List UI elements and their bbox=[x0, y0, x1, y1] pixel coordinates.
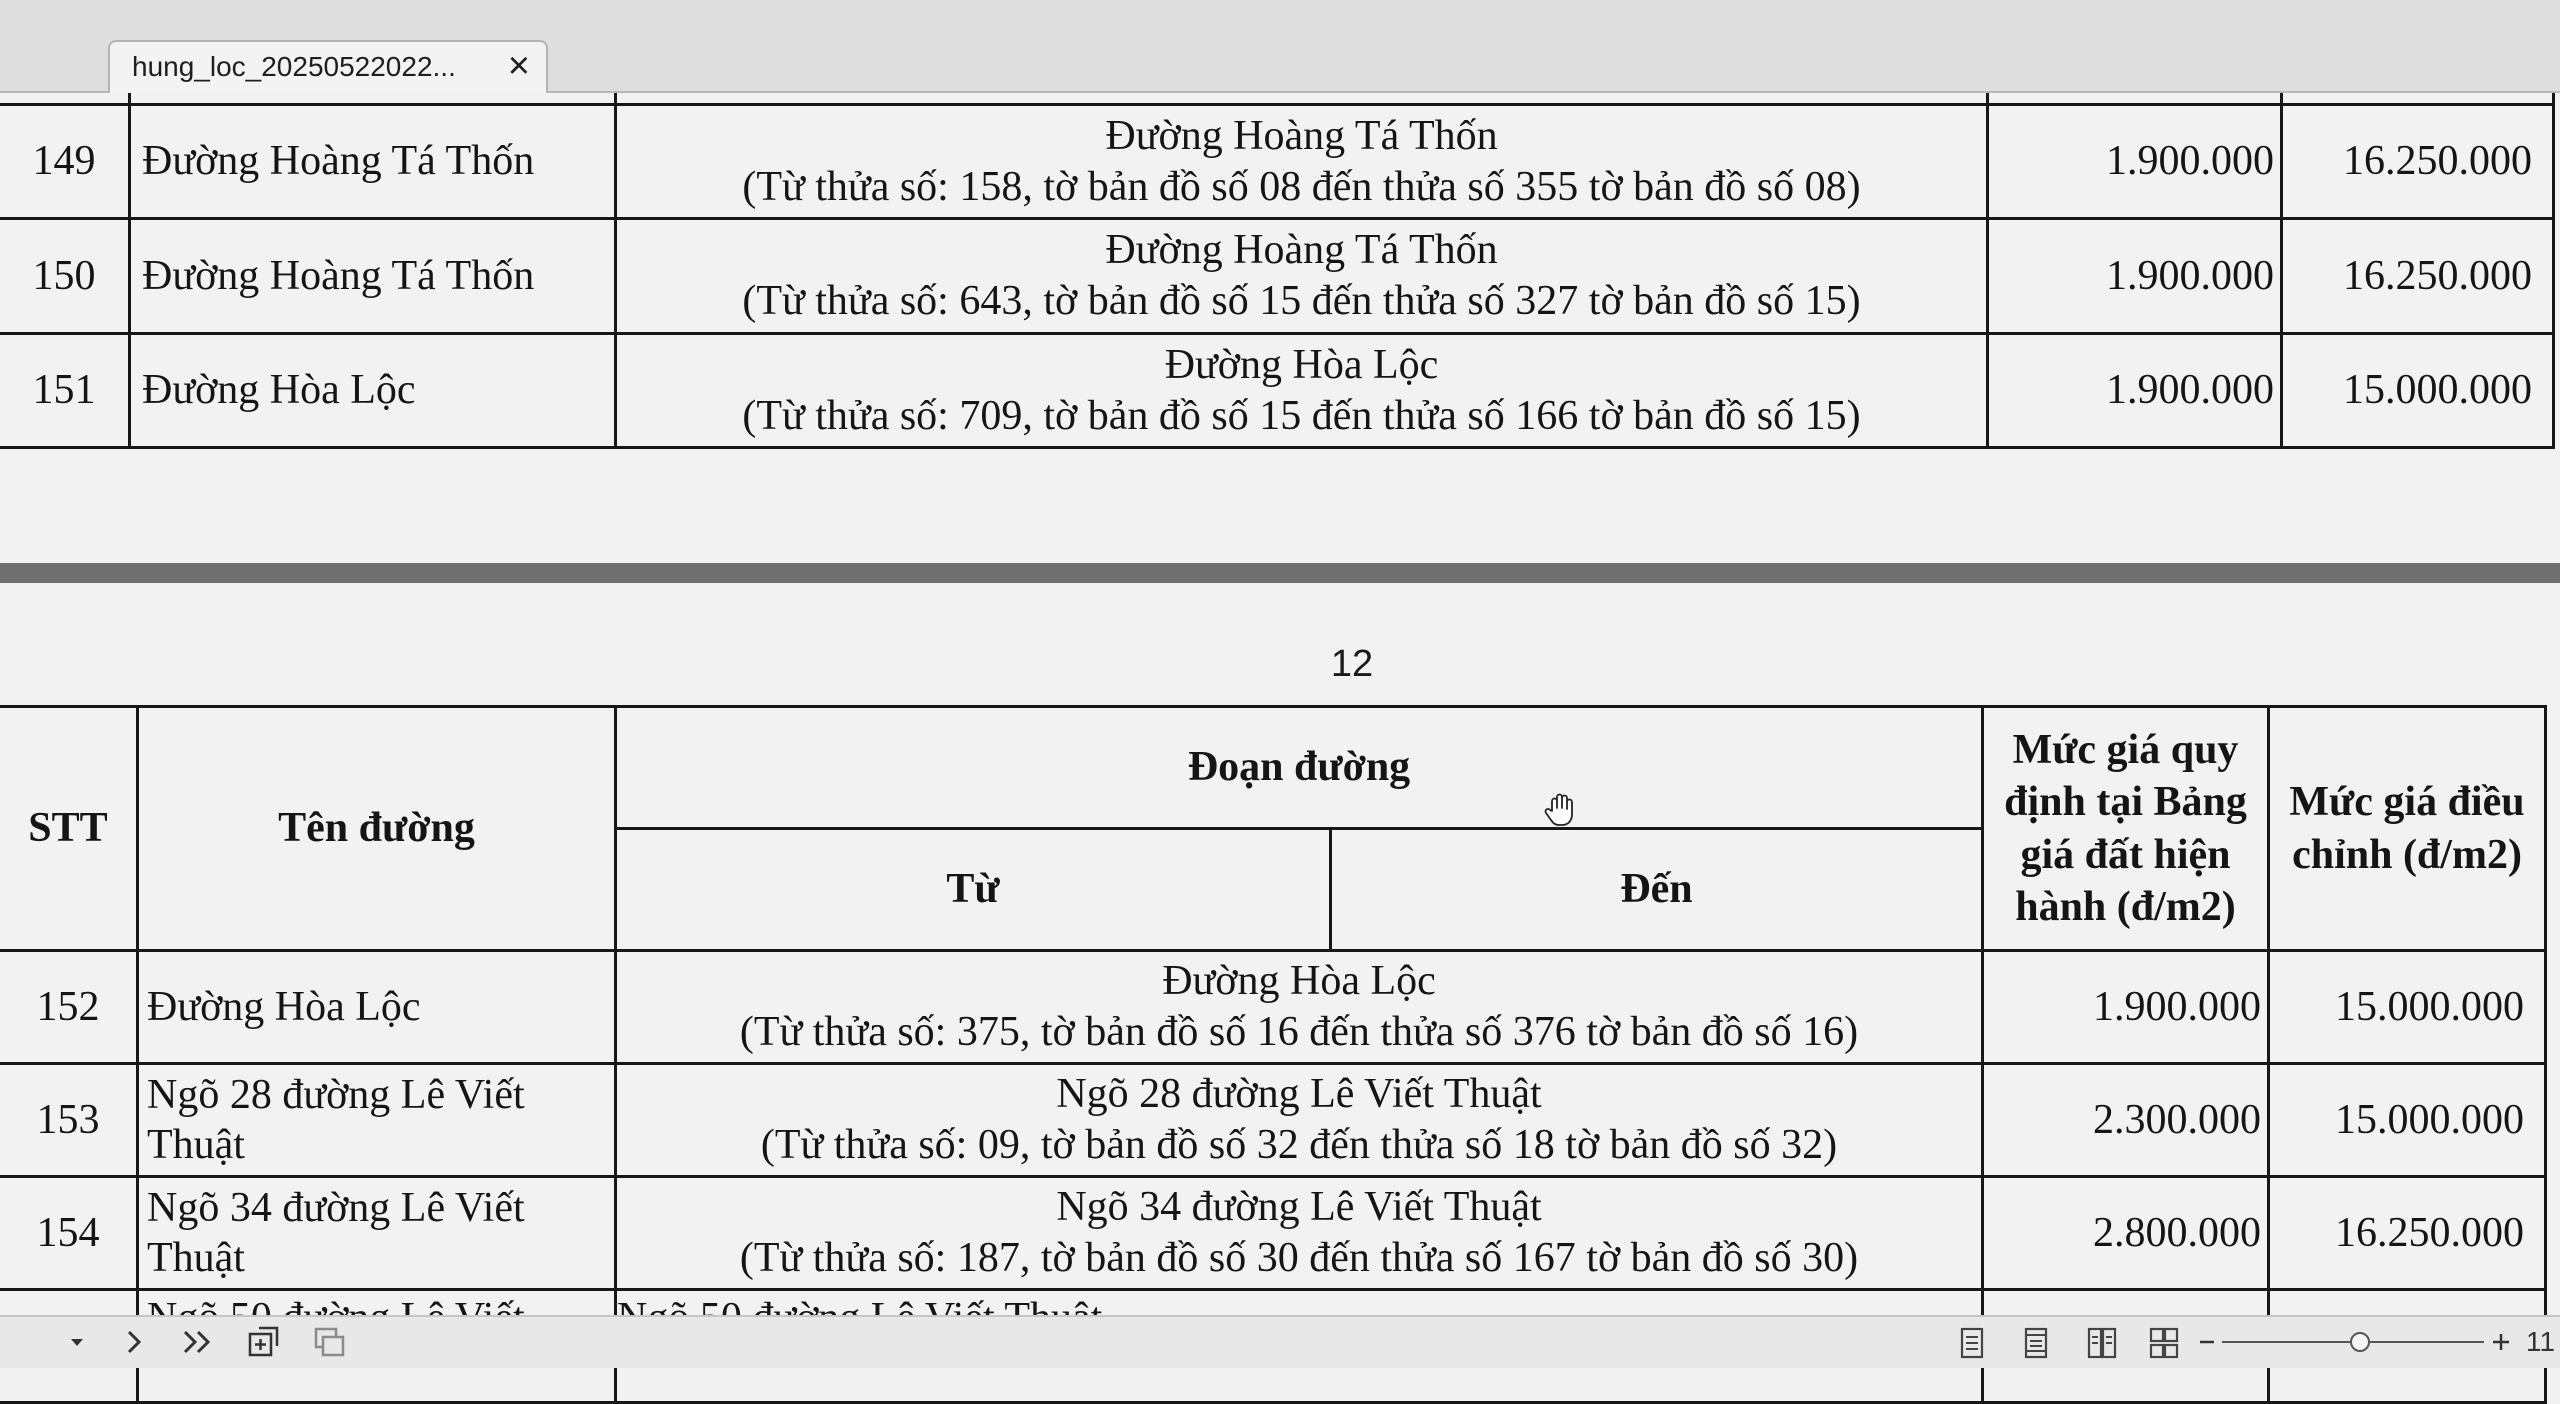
row-stt: 152 bbox=[0, 952, 139, 1065]
row-segment bbox=[617, 1065, 1984, 1178]
last-page-icon[interactable] bbox=[180, 1327, 216, 1357]
table-cell bbox=[0, 93, 131, 106]
row-street-name bbox=[131, 106, 617, 220]
street-name-text: Ngõ 28 đường Lê Viết Thuật bbox=[147, 1071, 525, 1168]
table-row-clipped bbox=[0, 93, 2555, 106]
row-stt: 150 bbox=[0, 220, 131, 335]
row-street-name bbox=[139, 1065, 617, 1178]
next-page-icon[interactable] bbox=[121, 1327, 147, 1357]
segment-detail: (Từ thửa số: 643, tờ bản đồ số 15 đến thửa số 327 tờ bản đồ số 15) bbox=[742, 278, 1861, 324]
header-segment: Đoạn đường bbox=[617, 708, 1984, 830]
street-name-text: Ngõ 34 đường Lê Viết Thuật bbox=[147, 1184, 525, 1281]
header-current-price: Mức giá quy định tại Bảng giá đất hiện hành (đ/m2) bbox=[1984, 708, 2270, 952]
row-adjusted-price: 16.250.000 bbox=[2283, 106, 2555, 220]
segment-detail: (Từ thửa số: 09, tờ bản đồ số 32 đến thửa số 18 tờ bản đồ số 32) bbox=[760, 1122, 1838, 1168]
header-from: Từ bbox=[617, 830, 1332, 952]
segment-detail: (Từ thửa số: 375, tờ bản đồ số 16 đến thửa số 376 tờ bản đồ số 16) bbox=[739, 1009, 1859, 1055]
insert-page-icon[interactable] bbox=[246, 1325, 282, 1359]
table-row bbox=[0, 1065, 2547, 1178]
table-row bbox=[0, 1178, 2547, 1291]
segment-detail: (Từ thửa số: 158, tờ bản đồ số 08 đến thửa số 355 tờ bản đồ số 08) bbox=[742, 163, 1861, 210]
segment-title: Ngõ 34 đường Lê Viết Thuật bbox=[1056, 1184, 1542, 1231]
status-bar bbox=[0, 1315, 2560, 1368]
previous-page-table bbox=[0, 93, 2555, 449]
row-current-price: 1.900.000 bbox=[1989, 220, 2283, 335]
price-table bbox=[0, 705, 2547, 1404]
street-name-text: Đường Hoàng Tá Thốn bbox=[142, 138, 535, 185]
document-viewport[interactable] bbox=[0, 93, 2560, 1315]
tab-bar bbox=[0, 0, 2560, 93]
row-segment bbox=[617, 106, 1989, 220]
segment-detail: (Từ thửa số: 187, tờ bản đồ số 30 đến thửa số 167 tờ bản đồ số 30) bbox=[739, 1235, 1859, 1281]
segment-title: Đường Hoàng Tá Thốn bbox=[1105, 227, 1498, 274]
row-street-name bbox=[131, 335, 617, 449]
chevron-down-icon[interactable] bbox=[68, 1337, 86, 1349]
segment-title: Đường Hoàng Tá Thốn bbox=[1105, 112, 1498, 159]
segment-title: Đường Hòa Lộc bbox=[1162, 958, 1436, 1005]
page-number: 12 bbox=[1330, 643, 1374, 685]
two-page-view-icon[interactable] bbox=[2086, 1326, 2118, 1360]
page-separator bbox=[0, 563, 2560, 583]
row-current-price: 1.900.000 bbox=[1989, 106, 2283, 220]
duplicate-page-icon[interactable] bbox=[312, 1325, 348, 1359]
hand-cursor-icon bbox=[1542, 790, 1580, 828]
row-current-price: 2.300.000 bbox=[1984, 1065, 2270, 1178]
table-cell bbox=[131, 93, 617, 106]
table-cell bbox=[1989, 93, 2283, 106]
document-tab[interactable] bbox=[108, 40, 548, 93]
table-row bbox=[0, 106, 2555, 220]
table-row bbox=[0, 335, 2555, 449]
row-current-price: 1.900.000 bbox=[1989, 335, 2283, 449]
row-adjusted-price: 15.000.000 bbox=[2270, 1065, 2547, 1178]
row-adjusted-price: 16.250.000 bbox=[2283, 220, 2555, 335]
segment-title: Đường Hòa Lộc bbox=[1164, 341, 1439, 388]
single-page-view-icon[interactable] bbox=[1958, 1326, 1986, 1360]
row-adjusted-price: 16.250.000 bbox=[2270, 1178, 2547, 1291]
street-name-text: Đường Hòa Lộc bbox=[142, 367, 416, 414]
zoom-out-icon[interactable] bbox=[2198, 1335, 2216, 1349]
close-icon[interactable]: × bbox=[507, 45, 530, 87]
table-cell bbox=[2283, 93, 2555, 106]
segment-title: Ngõ 28 đường Lê Viết Thuật bbox=[1056, 1071, 1542, 1118]
row-stt: 153 bbox=[0, 1065, 139, 1178]
table-row bbox=[0, 952, 2547, 1065]
row-street-name bbox=[139, 1178, 617, 1291]
row-stt: 149 bbox=[0, 106, 131, 220]
row-segment bbox=[617, 335, 1989, 449]
table-row bbox=[0, 220, 2555, 335]
row-street-name bbox=[131, 220, 617, 335]
row-segment bbox=[617, 1178, 1984, 1291]
segment-detail: (Từ thửa số: 709, tờ bản đồ số 15 đến thửa số 166 tờ bản đồ số 15) bbox=[742, 392, 1861, 439]
row-segment bbox=[617, 220, 1989, 335]
table-cell bbox=[617, 93, 1989, 106]
row-stt: 151 bbox=[0, 335, 131, 449]
row-adjusted-price: 15.000.000 bbox=[2283, 335, 2555, 449]
row-adjusted-price: 15.000.000 bbox=[2270, 952, 2547, 1065]
row-stt: 154 bbox=[0, 1178, 139, 1291]
header-stt: STT bbox=[0, 708, 139, 952]
row-segment bbox=[617, 952, 1984, 1065]
continuous-view-icon[interactable] bbox=[2022, 1326, 2050, 1360]
row-street-name bbox=[139, 952, 617, 1065]
zoom-in-icon[interactable] bbox=[2490, 1331, 2512, 1353]
tab-title: hung_loc_20250522022... bbox=[132, 51, 456, 82]
row-current-price: 2.800.000 bbox=[1984, 1178, 2270, 1291]
street-name-text: Đường Hoàng Tá Thốn bbox=[142, 252, 535, 299]
header-adjusted-price: Mức giá điều chỉnh (đ/m2) bbox=[2270, 708, 2547, 952]
row-current-price: 1.900.000 bbox=[1984, 952, 2270, 1065]
zoom-level[interactable]: 11 bbox=[2526, 1326, 2556, 1357]
header-street-name: Tên đường bbox=[139, 708, 617, 952]
header-to: Đến bbox=[1332, 830, 1984, 952]
grid-view-icon[interactable] bbox=[2148, 1326, 2180, 1360]
zoom-slider[interactable] bbox=[2220, 1329, 2486, 1355]
table-header bbox=[0, 705, 2547, 952]
street-name-text: Đường Hòa Lộc bbox=[147, 983, 421, 1030]
